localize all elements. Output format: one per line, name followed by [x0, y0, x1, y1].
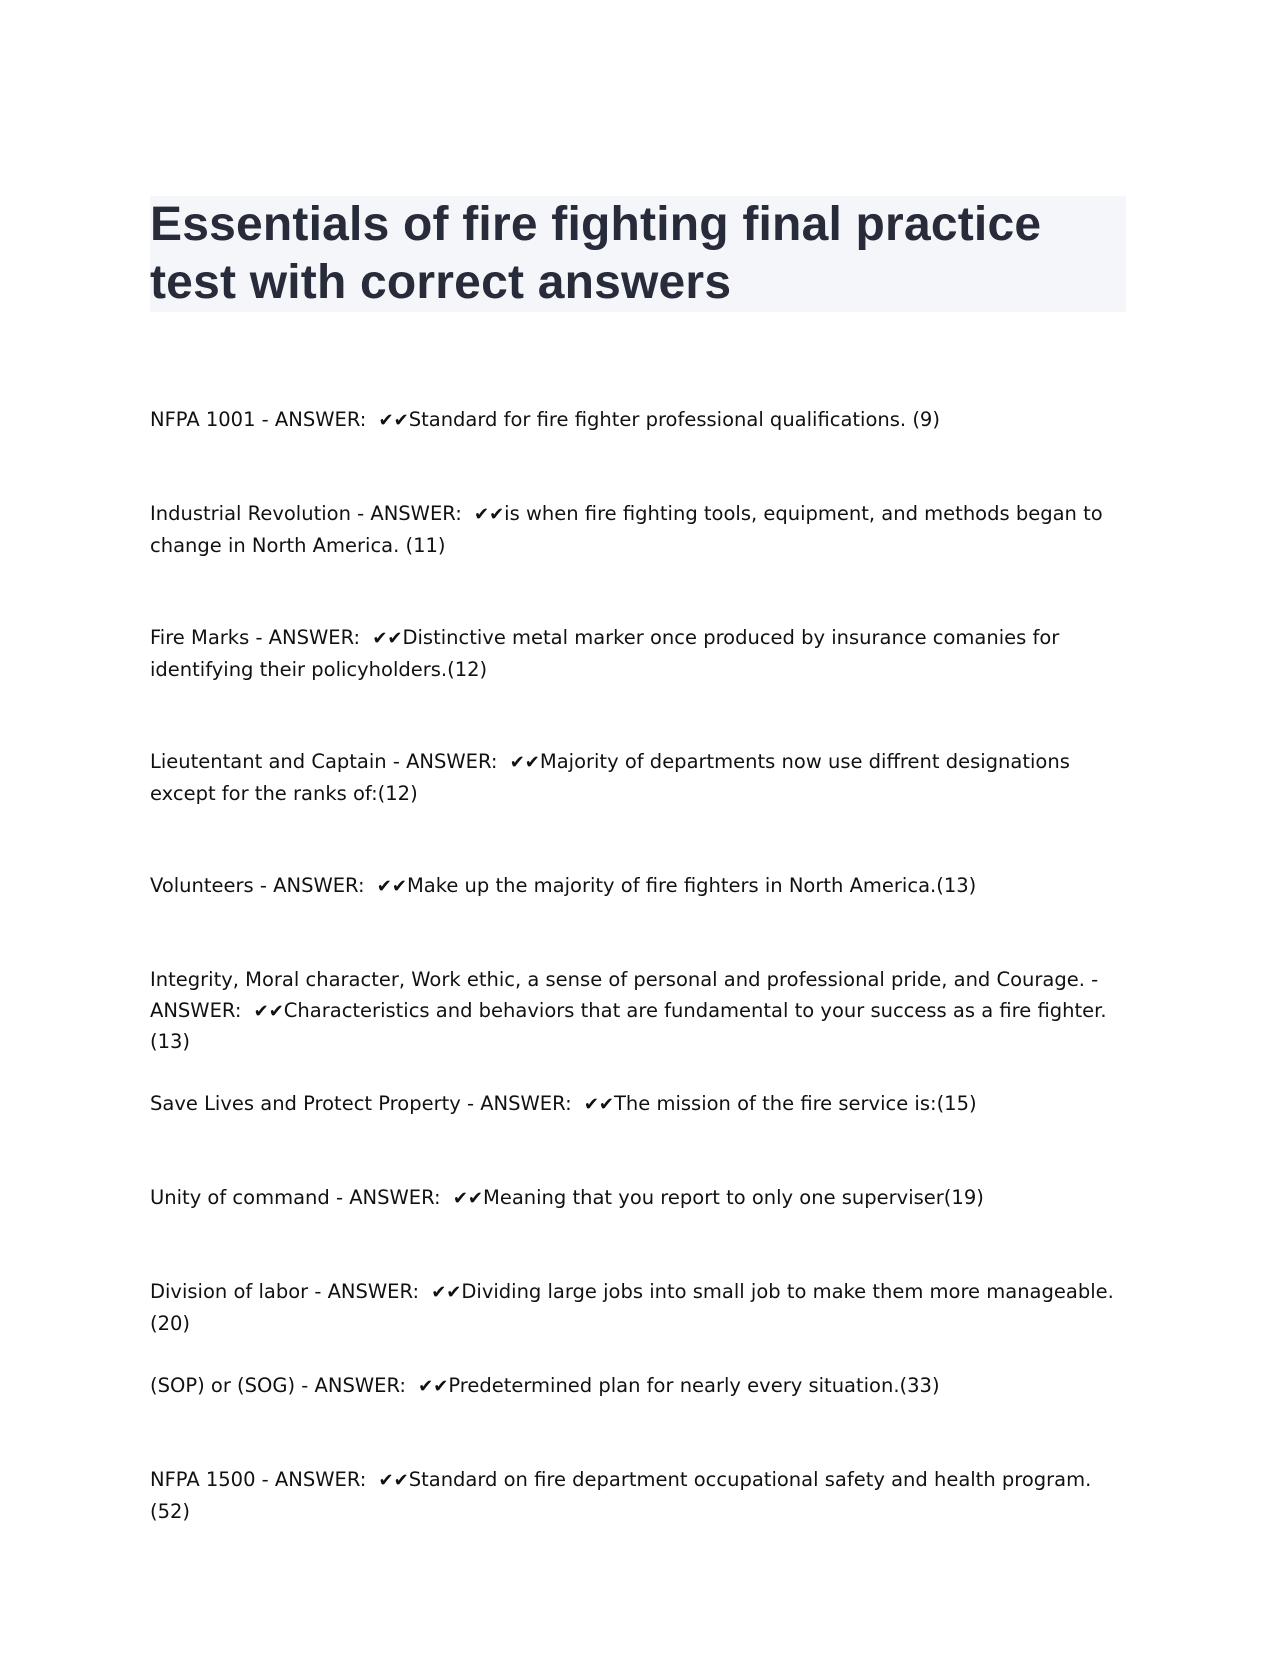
- qa-item: [150, 499, 1126, 623]
- title-block: [150, 196, 1126, 312]
- qa-term: NFPA 1500: [150, 1468, 256, 1491]
- checkmark-icon: ✔✔: [253, 1000, 284, 1022]
- qa-term: Lieutentant and Captain: [150, 750, 387, 773]
- checkmark-icon: ✔✔: [378, 410, 409, 431]
- qa-separator: - ANSWER:: [150, 968, 1099, 1022]
- qa-separator: - ANSWER:: [329, 1186, 447, 1209]
- qa-term: Volunteers: [150, 874, 254, 897]
- checkmark-icon: ✔✔: [474, 504, 505, 525]
- qa-separator: - ANSWER:: [386, 750, 504, 773]
- qa-item: [150, 1183, 1126, 1277]
- qa-answer: Meaning that you report to only one superviser(19): [483, 1186, 984, 1209]
- qa-item: [150, 1371, 1126, 1465]
- qa-separator: - ANSWER:: [460, 1092, 578, 1115]
- qa-answer: Majority of departments now use diffrent designations except for the ranks of:(12): [150, 750, 1070, 805]
- qa-term: Division of labor: [150, 1280, 309, 1303]
- qa-separator: - ANSWER:: [249, 626, 367, 649]
- qa-separator: - ANSWER:: [295, 1374, 413, 1397]
- qa-item: [150, 871, 1126, 965]
- checkmark-icon: ✔✔: [378, 1470, 409, 1491]
- qa-term: (SOP) or (SOG): [150, 1374, 296, 1397]
- qa-answer: Characteristics and behaviors that are fundamental to your success as a fire fighter.(13): [150, 998, 1107, 1053]
- qa-item: [150, 1277, 1126, 1371]
- qa-answer: Dividing large jobs into small job to make them more manageable. (20): [150, 1280, 1114, 1335]
- checkmark-icon: ✔✔: [452, 1188, 483, 1209]
- checkmark-icon: ✔✔: [418, 1376, 449, 1397]
- checkmark-icon: ✔✔: [372, 628, 403, 649]
- checkmark-icon: ✔✔: [509, 752, 540, 773]
- qa-separator: - ANSWER:: [308, 1280, 426, 1303]
- qa-answer: Make up the majority of fire fighters in North America.(13): [406, 874, 977, 897]
- qa-separator: - ANSWER:: [255, 408, 373, 431]
- qa-term: Industrial Revolution: [150, 502, 351, 525]
- checkmark-icon: ✔✔: [376, 876, 407, 897]
- qa-item: [150, 623, 1126, 747]
- checkmark-icon: ✔✔: [431, 1282, 462, 1303]
- document-title: Essentials of fire fighting final practice test with correct answers: [150, 198, 1042, 309]
- qa-list: [150, 405, 1126, 1559]
- qa-term: Save Lives and Protect Property: [150, 1092, 461, 1115]
- qa-separator: - ANSWER:: [350, 502, 468, 525]
- qa-term: Integrity, Moral character, Work ethic, a sense of personal and professional pride, and Courage.: [150, 968, 1085, 991]
- qa-item: [150, 1465, 1126, 1559]
- qa-answer: Predetermined plan for nearly every situation.(33): [448, 1374, 940, 1397]
- qa-item: [150, 1089, 1126, 1183]
- qa-answer: Distinctive metal marker once produced by insurance comanies for identifying their policyholders.(12): [150, 626, 1060, 681]
- qa-term: Fire Marks: [150, 626, 250, 649]
- qa-term: Unity of command: [150, 1186, 330, 1209]
- qa-answer: Standard for fire fighter professional qualifications. (9): [408, 408, 940, 431]
- qa-separator: - ANSWER:: [253, 874, 371, 897]
- qa-term: NFPA 1001: [150, 408, 256, 431]
- qa-separator: - ANSWER:: [255, 1468, 373, 1491]
- qa-item: [150, 965, 1126, 1089]
- qa-item: [150, 747, 1126, 871]
- qa-answer: is when fire fighting tools, equipment, and methods began to change in North America. (11): [150, 502, 1103, 557]
- qa-answer: Standard on fire department occupational safety and health program.(52): [150, 1468, 1092, 1523]
- checkmark-icon: ✔✔: [583, 1094, 615, 1115]
- qa-answer: The mission of the fire service is:(15): [614, 1092, 977, 1115]
- qa-item: [150, 405, 1126, 499]
